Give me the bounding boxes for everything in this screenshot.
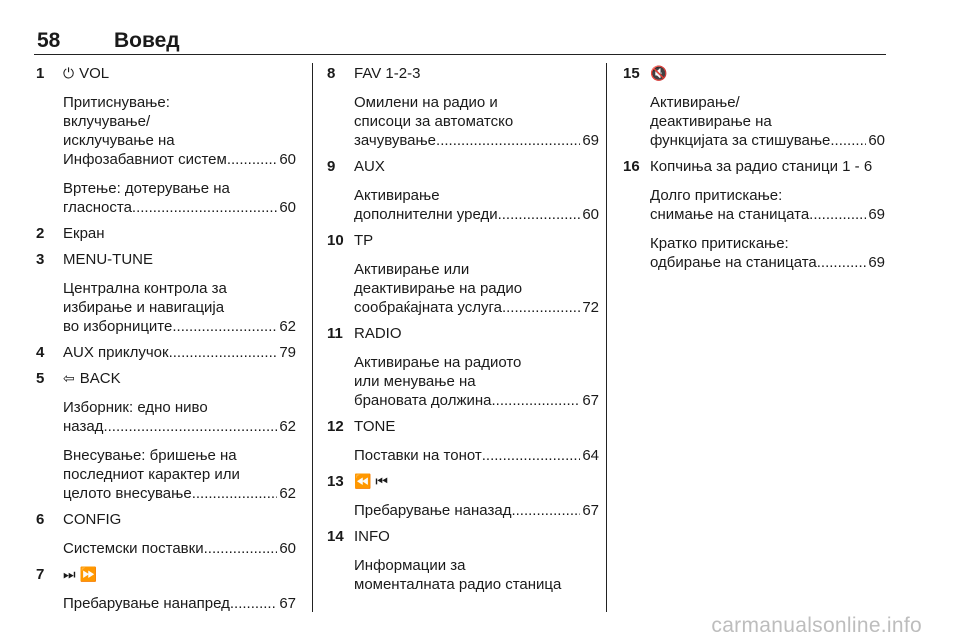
description-line: избирање и навигација <box>63 299 225 316</box>
reference-text: брановата должина <box>354 392 492 409</box>
page-number: 58 <box>37 29 61 52</box>
reference-text: Инфозабавниот систем <box>63 151 227 168</box>
reference-text: целото внесување <box>63 485 192 502</box>
entry-number: 8 <box>327 65 336 82</box>
reference-text: AUX приклучок <box>63 344 169 361</box>
legend-entry-2 <box>36 224 296 243</box>
description-line: Притиснување: <box>63 94 170 111</box>
entry-number: 13 <box>327 473 344 490</box>
header-rule <box>34 54 886 55</box>
reference-page: 67 <box>279 595 296 612</box>
page-reference <box>354 501 599 520</box>
page-reference <box>354 298 599 317</box>
column-3 <box>623 64 885 272</box>
dot-leader <box>817 253 867 272</box>
entry-label-text: VOL <box>79 65 110 82</box>
entry-description <box>63 539 296 558</box>
dot-leader <box>204 539 278 558</box>
seek-back-icon: ⏪ ⏮ <box>354 473 388 489</box>
entry-label-text: AUX <box>354 158 385 175</box>
entry-number: 2 <box>36 225 45 242</box>
entry-number: 11 <box>327 325 343 342</box>
entry-label-text: BACK <box>79 370 121 387</box>
entry-description <box>650 186 885 224</box>
description-line: Активирање или <box>354 261 470 278</box>
page-reference <box>63 594 296 613</box>
reference-text: Поставки на тонот <box>354 447 482 464</box>
description-line: Вртење: дотерување на <box>63 180 230 197</box>
page-reference <box>354 205 599 224</box>
dot-leader <box>830 131 866 150</box>
reference-text: сообраќајната услуга <box>354 299 502 316</box>
reference-text: Системски поставки <box>63 540 204 557</box>
dot-leader <box>482 446 581 465</box>
reference-text: снимање на станицата <box>650 206 810 223</box>
entry-number: 12 <box>327 418 344 435</box>
reference-page: 62 <box>279 318 296 335</box>
entry-label <box>63 369 296 388</box>
entry-description <box>650 234 885 272</box>
dot-leader <box>103 417 277 436</box>
reference-page: 60 <box>868 132 885 149</box>
description-line: Активирање/ <box>650 94 740 111</box>
entry-label-text: CONFIG <box>63 511 122 528</box>
entry-number: 7 <box>36 566 45 583</box>
reference-page: 60 <box>582 206 599 223</box>
entry-label <box>354 324 599 343</box>
page-reference <box>63 343 296 362</box>
legend-entry-6 <box>36 510 296 558</box>
dot-leader <box>502 298 580 317</box>
reference-text: зачувување <box>354 132 437 149</box>
dot-leader <box>230 594 277 613</box>
mute-icon: 🔇 <box>650 65 668 81</box>
description-line: Активирање на радиото <box>354 354 522 371</box>
page-reference <box>354 391 599 410</box>
entry-label-text: Копчиња за радио станици 1 - 6 <box>650 158 873 175</box>
back-arrow-icon: ⇦ <box>63 370 75 386</box>
entry-label-text: INFO <box>354 528 390 545</box>
legend-entry-10 <box>327 231 599 317</box>
column-divider-2 <box>606 63 607 612</box>
description-line: Долго притискање: <box>650 187 783 204</box>
entry-description <box>354 556 599 594</box>
entry-label-text: TP <box>354 232 374 249</box>
page-reference <box>63 484 296 503</box>
description-line: Активирање <box>354 187 440 204</box>
page-title: Вовед <box>114 29 180 52</box>
legend-entry-7 <box>36 565 296 613</box>
dot-leader <box>491 391 580 410</box>
entry-description <box>650 93 885 150</box>
page-reference <box>63 198 296 217</box>
reference-text: одбирање на станицата <box>650 254 817 271</box>
entry-label <box>63 64 296 83</box>
description-line: вклучување/ <box>63 113 151 130</box>
description-line: исклучување на <box>63 132 175 149</box>
page-reference <box>354 446 599 465</box>
description-line: моменталната радио станица <box>354 576 562 593</box>
legend-entry-1 <box>36 64 296 217</box>
page-reference <box>650 253 885 272</box>
entry-label <box>354 157 599 176</box>
legend-entry-3 <box>36 250 296 336</box>
entry-description <box>63 93 296 169</box>
description-line: Кратко притискање: <box>650 235 789 252</box>
reference-page: 60 <box>279 540 296 557</box>
dot-leader <box>227 150 278 169</box>
page-reference <box>63 539 296 558</box>
reference-page: 62 <box>279 485 296 502</box>
entry-label <box>63 510 296 529</box>
entry-label <box>63 250 296 269</box>
reference-text: функцијата за стишување <box>650 132 831 149</box>
page-reference <box>650 131 885 150</box>
dot-leader <box>809 205 866 224</box>
entry-number: 16 <box>623 158 640 175</box>
reference-text: во изборниците <box>63 318 173 335</box>
reference-page: 67 <box>582 392 599 409</box>
entry-description <box>354 260 599 317</box>
entry-label <box>354 527 599 546</box>
power-icon: ⏻ <box>63 65 75 81</box>
entry-number: 10 <box>327 232 344 249</box>
seek-forward-icon: ⏭ ⏩ <box>63 566 97 582</box>
description-line: Централна контрола за <box>63 280 227 297</box>
entry-label <box>354 231 599 250</box>
page-reference <box>63 150 296 169</box>
entry-description <box>354 501 599 520</box>
entry-label-text: FAV 1-2-3 <box>354 65 421 82</box>
entry-label <box>650 64 885 83</box>
legend-entry-5 <box>36 369 296 503</box>
reference-page: 72 <box>582 299 599 316</box>
entry-number: 14 <box>327 528 344 545</box>
dot-leader <box>436 131 580 150</box>
page-reference <box>63 417 296 436</box>
reference-page: 60 <box>279 151 296 168</box>
entry-label <box>63 565 296 584</box>
legend-entry-16 <box>623 157 885 272</box>
entry-label <box>354 64 599 83</box>
entry-label <box>63 224 296 243</box>
reference-text: дополнителни уреди <box>354 206 498 223</box>
entry-description <box>63 398 296 436</box>
entry-description <box>354 186 599 224</box>
description-line: Изборник: едно ниво <box>63 399 208 416</box>
legend-entry-9 <box>327 157 599 224</box>
reference-page: 69 <box>868 254 885 271</box>
entry-description <box>63 446 296 503</box>
reference-page: 69 <box>868 206 885 223</box>
entry-label <box>354 417 599 436</box>
entry-number: 6 <box>36 511 45 528</box>
legend-entry-14 <box>327 527 599 594</box>
entry-label-text: MENU-TUNE <box>63 251 153 268</box>
reference-page: 67 <box>582 502 599 519</box>
reference-text: назад <box>63 418 104 435</box>
entry-description <box>354 446 599 465</box>
entry-number: 1 <box>36 65 45 82</box>
reference-text: Пребарување наназад <box>354 502 512 519</box>
page-reference <box>63 317 296 336</box>
entry-number: 3 <box>36 251 45 268</box>
column-1 <box>36 64 296 613</box>
description-line: Омилени на радио и <box>354 94 498 111</box>
reference-page: 60 <box>279 199 296 216</box>
entry-description <box>63 179 296 217</box>
reference-page: 62 <box>279 418 296 435</box>
entry-description <box>354 353 599 410</box>
entry-number: 15 <box>623 65 640 82</box>
entry-description <box>63 279 296 336</box>
legend-entry-13 <box>327 472 599 520</box>
entry-number: 4 <box>36 344 45 361</box>
description-line: деактивирање на радио <box>354 280 523 297</box>
legend-entry-15 <box>623 64 885 150</box>
dot-leader <box>498 205 581 224</box>
entry-label <box>650 157 885 176</box>
reference-text: гласноста <box>63 199 132 216</box>
dot-leader <box>169 343 278 362</box>
entry-number: 5 <box>36 370 45 387</box>
entry-label-text: TONE <box>354 418 396 435</box>
dot-leader <box>511 501 580 520</box>
description-line: последниот карактер или <box>63 466 240 483</box>
description-line: деактивирање на <box>650 113 772 130</box>
legend-entry-12 <box>327 417 599 465</box>
dot-leader <box>172 317 277 336</box>
entry-label <box>354 472 599 491</box>
description-line: Внесување: бришење на <box>63 447 237 464</box>
dot-leader <box>132 198 277 217</box>
entry-number: 9 <box>327 158 336 175</box>
column-divider-1 <box>312 63 313 612</box>
entry-label-text: Екран <box>63 225 105 242</box>
entry-description <box>354 93 599 150</box>
page-reference <box>354 131 599 150</box>
description-line: Информации за <box>354 557 466 574</box>
column-2 <box>327 64 599 594</box>
legend-entry-4 <box>36 343 296 362</box>
page-reference <box>650 205 885 224</box>
description-line: или менување на <box>354 373 476 390</box>
entry-label-text: RADIO <box>354 325 402 342</box>
reference-page: 69 <box>582 132 599 149</box>
legend-entry-11 <box>327 324 599 410</box>
dot-leader <box>192 484 278 503</box>
legend-entry-8 <box>327 64 599 150</box>
reference-page: 79 <box>279 344 296 361</box>
description-line: списоци за автоматско <box>354 113 514 130</box>
entry-label <box>63 343 296 362</box>
reference-page: 64 <box>582 447 599 464</box>
reference-text: Пребарување нанапред <box>63 595 230 612</box>
watermark: carmanualsonline.info <box>711 614 922 637</box>
entry-description <box>63 594 296 613</box>
